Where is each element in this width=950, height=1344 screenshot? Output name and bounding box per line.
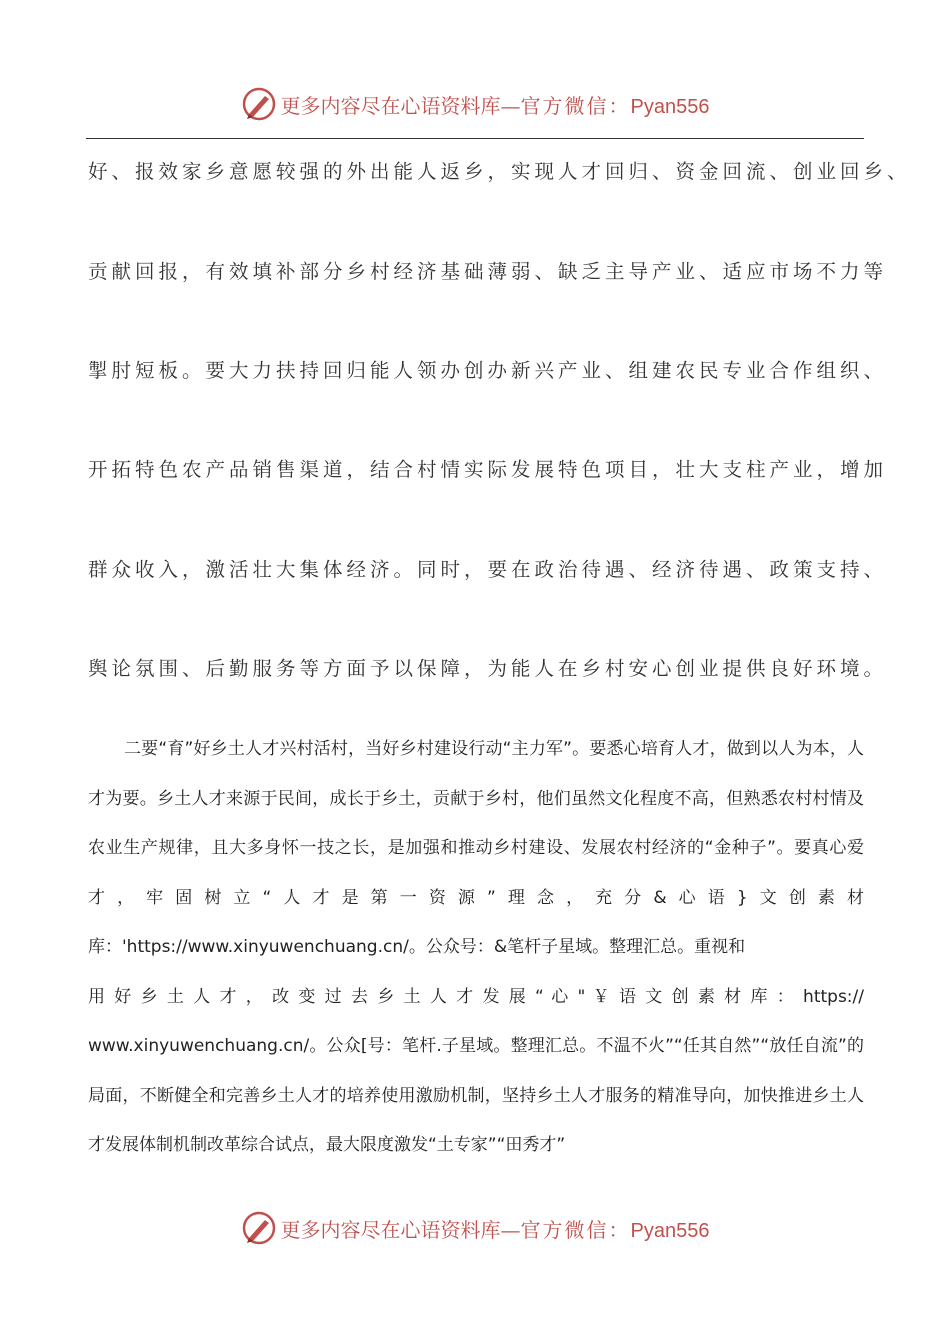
footer-dash: — xyxy=(500,1217,521,1242)
spaced-line-4: 开拓特色农产品销售渠道，结合村情实际发展特色项目，壮大支柱产业，增加 xyxy=(88,458,888,481)
paragraph-part-3: www.xinyuwenchuang.cn/。公众[号：笔杆.子星域。整理汇总。不温不火”“任其自然”“放任自流”的局面，不断健全和完善乡土人才的培养使用激励机制，坚持乡土人才服务的精准导向，加快推进乡土人才发展体制机制改革综合试点，最大限度激发“土专家”“田秀才” xyxy=(88,1036,864,1155)
header-dash: — xyxy=(500,93,521,118)
footer-site-text: 更多内容尽在心语资料库 xyxy=(280,1217,501,1242)
header-text xyxy=(281,90,710,119)
paragraph-part-1: 二要“育”好乡土人才兴村活村，当好乡村建设行动“主力军”。要悉心培育人才，做到以人为本，人才为要。乡土人才来源于民间，成长于乡土，贡献于乡村，他们虽然文化程度不高，但熟悉农村村情及农业生产规律，且大多身怀一技之长，是加强和推动乡村建设、发展农村经济的“金种子”。要真心爱才，牢固树立“人才是第一资源”理念，充分&心语}文创素材库：'https://www.xinyuwenchuang.cn/。公众号：&笔杆子星域。整理汇总。重视和 xyxy=(88,739,864,957)
header-site-text: 更多内容尽在心语资料库 xyxy=(280,93,501,118)
footer-text xyxy=(281,1214,710,1243)
pen-logo-icon xyxy=(241,1210,277,1246)
spaced-line-1: 好、报效家乡意愿较强的外出能人返乡，实现人才回归、资金回流、创业回乡、 xyxy=(88,160,911,183)
header-divider xyxy=(86,138,864,139)
footer-wechat-label: 官方微信： xyxy=(520,1217,631,1242)
footer-wechat-id: Pyan556 xyxy=(630,1219,710,1242)
spaced-line-5: 群众收入，激活壮大集体经济。同时，要在政治待遇、经济待遇、政策支持、 xyxy=(88,558,888,581)
spaced-line-2: 贡献回报，有效填补部分乡村经济基础薄弱、缺乏主导产业、适应市场不力等 xyxy=(88,260,888,283)
header-banner xyxy=(0,84,950,124)
spaced-line-3: 掣肘短板。要大力扶持回归能人领办创办新兴产业、组建农民专业合作组织、 xyxy=(88,359,888,382)
header-wechat-id: Pyan556 xyxy=(630,95,710,118)
body-paragraph xyxy=(88,725,864,1171)
spaced-line-6: 舆论氛围、后勤服务等方面予以保障，为能人在乡村安心创业提供良好环境。 xyxy=(88,657,888,680)
footer-banner xyxy=(0,1208,950,1248)
paragraph-line-2: 用 好 乡 土 人 才 ， 改 变 过 去 乡 土 人 才 发 展 “ 心 " ￥ 语 文 创 素 材 库 ： https:// xyxy=(88,986,864,1007)
header-wechat-label: 官方微信： xyxy=(520,93,631,118)
pen-logo-icon xyxy=(241,86,277,122)
